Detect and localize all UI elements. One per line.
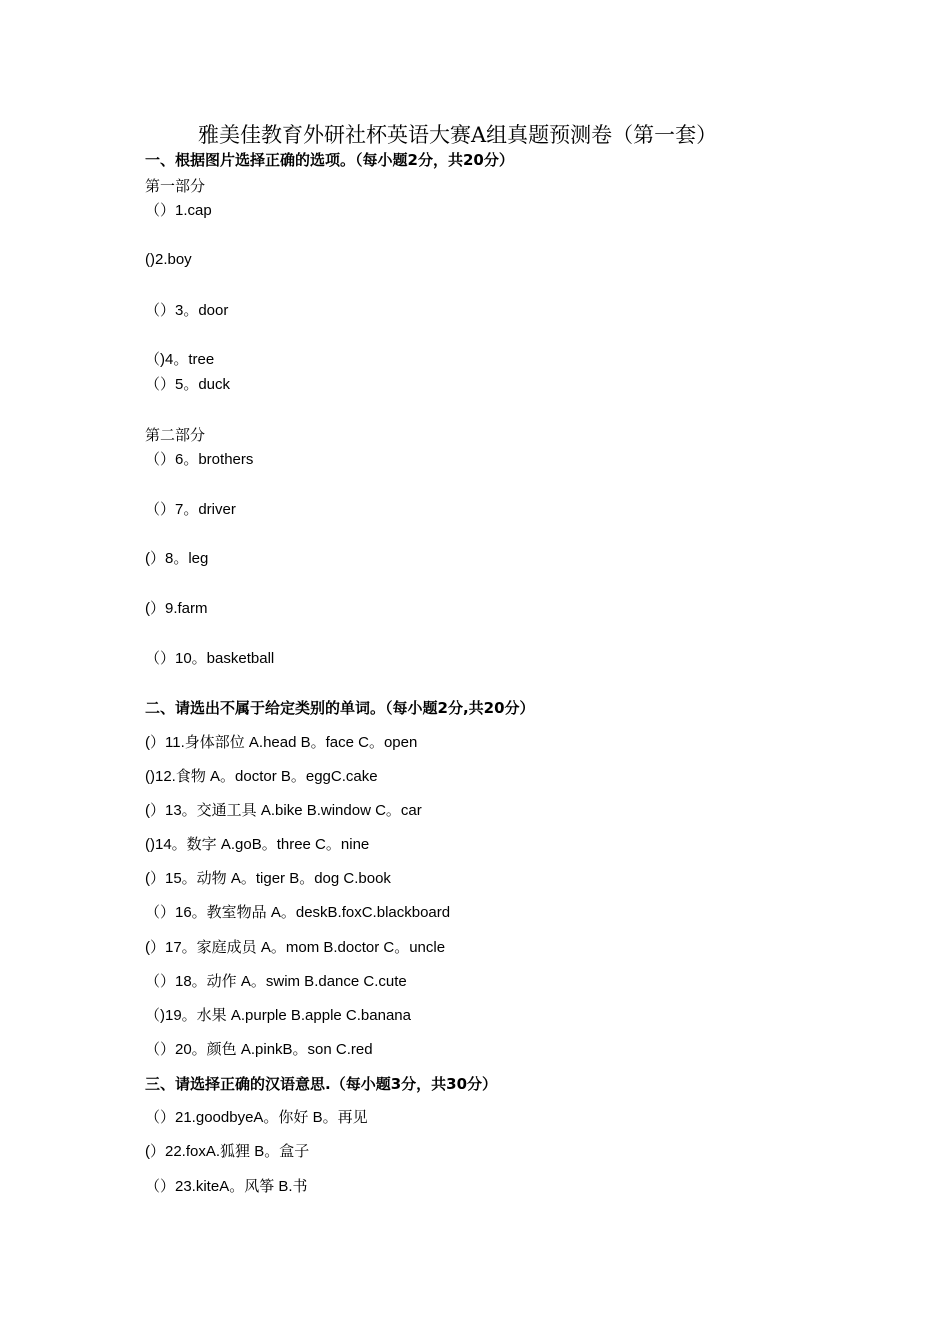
question-20: （）20。颜色 A.pinkB。son C.red: [145, 1041, 373, 1058]
question-13: (）13。交通工具 A.bike B.window C。car: [145, 802, 422, 819]
question-9: (）9.farm: [145, 600, 208, 617]
document-title: 雅美佳教育外研社杯英语大赛A组真题预测卷（第一套）: [198, 123, 718, 147]
question-5: （）5。duck: [145, 376, 231, 393]
question-18: （）18。动作 A。swim B.dance C.cute: [145, 973, 407, 990]
question-7: （）7。driver: [145, 501, 236, 518]
question-1: （）1.cap: [145, 202, 212, 219]
section-3-heading: 三、请选择正确的汉语意思.（每小题3分，共30分）: [145, 1075, 498, 1093]
part-2-label: 第二部分: [145, 426, 206, 444]
section-2-heading: 二、请选出不属于给定类别的单词。（每小题2分,共20分）: [145, 699, 535, 717]
question-19: （)19。水果 A.purple B.apple C.banana: [145, 1007, 411, 1024]
question-23: （）23.kiteA。风筝 B.书: [145, 1178, 308, 1195]
question-12: ()12.食物 A。doctor B。eggC.cake: [145, 768, 378, 785]
question-21: （）21.goodbyeA。你好 B。再见: [145, 1109, 368, 1126]
question-17: (）17。家庭成员 A。mom B.doctor C。uncle: [145, 939, 446, 956]
question-22: (）22.foxA.狐狸 B。盒子: [145, 1143, 310, 1160]
part-1-label: 第一部分: [145, 177, 206, 195]
question-8: (）8。leg: [145, 550, 209, 567]
question-3: （）3。door: [145, 302, 229, 319]
question-4: （)4。tree: [145, 351, 215, 368]
question-16: （）16。教室物品 A。deskB.foxC.blackboard: [145, 904, 451, 921]
question-15: (）15。动物 A。tiger B。dog C.book: [145, 870, 391, 887]
question-11: (）11.身体部位 A.head B。face C。open: [145, 734, 418, 751]
question-2: ()2.boy: [145, 251, 192, 268]
question-10: （）10。basketball: [145, 650, 275, 667]
question-14: ()14。数字 A.goB。three C。nine: [145, 836, 370, 853]
question-6: （）6。brothers: [145, 451, 254, 468]
section-1-heading: 一、根据图片选择正确的选项。（每小题2分，共20分）: [145, 151, 514, 169]
